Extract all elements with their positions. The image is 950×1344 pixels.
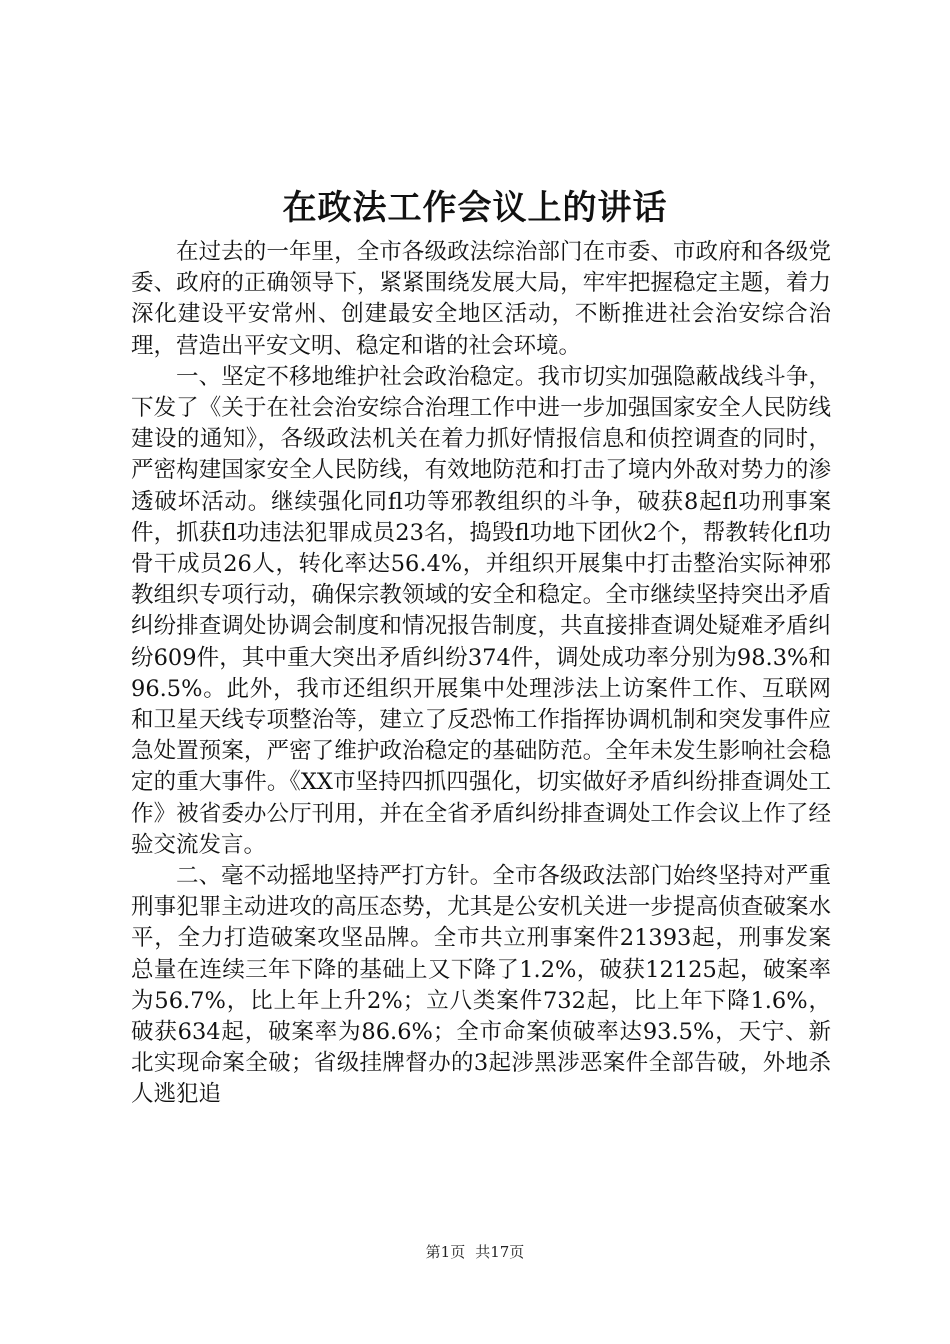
page-total: 共17页 <box>475 1243 525 1261</box>
page-number: 第1页 <box>425 1243 466 1261</box>
document-title: 在政法工作会议上的讲话 <box>282 188 668 228</box>
paragraph-intro: 在过去的一年里，全市各级政法综治部门在市委、市政府和各级党委、政府的正确领导下，紧紧围绕发展大局，牢牢把握稳定主题，着力深化建设平安常州、创建最安全地区活动，不断推进社会治安综合治理，营造出平安文明、稳定和谐的社会环境。 <box>131 239 831 359</box>
page-footer <box>0 1242 950 1262</box>
paragraph-section-2: 二、毫不动摇地坚持严打方针。全市各级政法部门始终坚持对严重刑事犯罪主动进攻的高压态势，尤其是公安机关进一步提高侦查破案水平，全力打造破案攻坚品牌。全市共立刑事案件21393起，刑事发案总量在连续三年下降的基础上又下降了1.2%，破获12125起，破案率为56.7%，比上年上升2%；立八类案件732起，比上年下降1.6%，破获634起，破案率为86.6%；全市命案侦破率达93.5%，天宁、新北实现命案全破；省级挂牌督办的3起涉黑涉恶案件全部告破，外地杀人逃犯追 <box>131 863 831 1108</box>
document-body <box>131 237 831 1111</box>
paragraph-section-1: 一、坚定不移地维护社会政治稳定。我市切实加强隐蔽战线斗争，下发了《关于在社会治安综合治理工作中进一步加强国家安全人民防线建设的通知》，各级政法机关在着力抓好情报信息和侦控调查的同时，严密构建国家安全人民防线，有效地防范和打击了境内外敌对势力的渗透破坏活动。继续强化同fl功等邪教组织的斗争，破获8起fl功刑事案件，抓获fl功违法犯罪成员23名，捣毁fl功地下团伙2个，帮教转化fl功骨干成员26人，转化率达56.4%，并组织开展集中打击整治实际神邪教组织专项行动，确保宗教领域的安全和稳定。全市继续坚持突出矛盾纠纷排查调处协调会制度和情况报告制度，共直接排查调处疑难矛盾纠纷609件，其中重大突出矛盾纠纷374件，调处成功率分别为98.3%和96.5%。此外，我市还组织开展集中处理涉法上访案件工作、互联网和卫星天线专项整治等，建立了反恐怖工作指挥协调机制和突发事件应急处置预案，严密了维护政治稳定的基础防范。全年未发生影响社会稳定的重大事件。《XX市坚持四抓四强化，切实做好矛盾纠纷排查调处工作》被省委办公厅刊用，并在全省矛盾纠纷排查调处工作会议上作了经验交流发言。 <box>131 363 831 858</box>
